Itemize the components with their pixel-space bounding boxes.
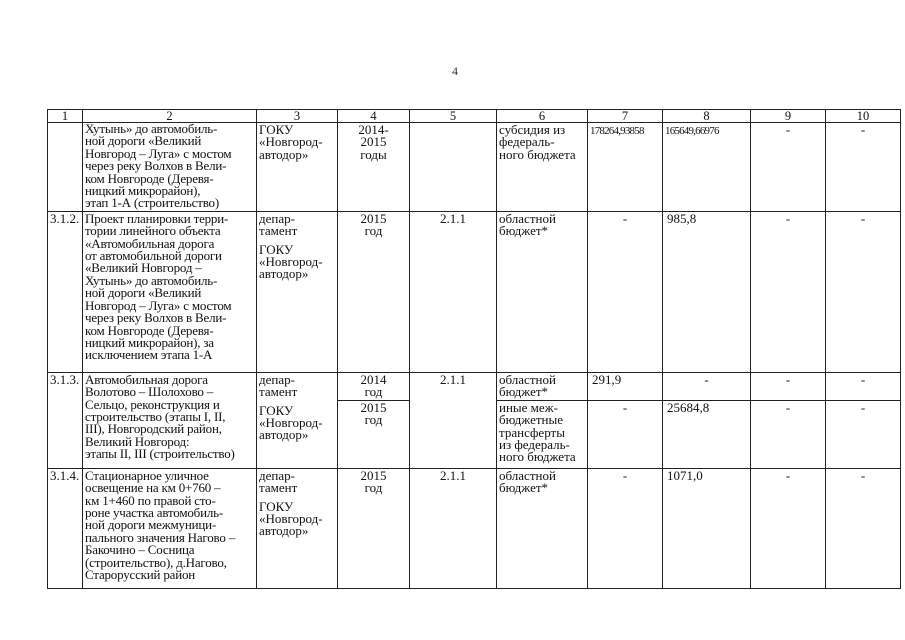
text-line: 2015 [360,134,387,150]
header-cell: 4 [338,110,410,123]
header-cell: 2 [83,110,257,123]
text-line: год [364,223,383,239]
text-line: автодор» [259,266,309,282]
text-line: трансферты [499,424,565,440]
text-line: от автомобильной дороги [85,248,222,264]
text-line: депар- [259,372,295,387]
text-line: пального значения Нагово – [85,529,236,545]
text-line: областной [499,372,556,387]
text-line: ком Новгороде (Деревя- [85,170,214,186]
period-cell [338,400,410,468]
period-cell [338,123,410,212]
value-cell-7: - [588,211,663,372]
text-line: депар- [259,211,295,226]
value-cell-10: - [826,211,901,372]
value-cell-7: - [588,468,663,588]
text-line: областной [499,211,556,226]
text-line: «Автомобильная дорога [85,235,215,251]
text-line: автодор» [259,523,309,539]
text-line: Хутынь» до автомобиль- [85,122,218,136]
text-line: областной [499,468,556,483]
object-name-cell [83,123,257,212]
row-number-cell [48,123,83,212]
text-line: «Новгород- [259,511,323,527]
text-line: (строительство), д.Нагово, [85,554,227,570]
text-line: ного бюджета [499,146,576,162]
text-line: бюджет* [499,223,549,239]
text-line: Волотово – Шолохово – [85,384,214,400]
text-line: 2015 [360,468,387,483]
text-line: Новгород – Луга» с мостом [85,145,232,161]
text-line: км 1+460 по правой сто- [85,492,216,508]
text-line: ного бюджета [499,449,576,465]
text-line: ГОКУ [259,122,294,137]
period-cell [338,468,410,588]
text-line: бюджет* [499,480,549,496]
value-cell-7: - [588,400,663,468]
source-cell [497,372,588,400]
text-line: автодор» [259,427,309,443]
text-line: 2014- [358,122,389,137]
text-line: освещение на км 0+760 – [85,480,221,496]
table-row [48,123,901,212]
text-line: из федераль- [499,437,570,453]
source-cell [497,123,588,212]
table-row [48,468,901,588]
header-cell: 9 [751,110,826,123]
executor-cell [257,468,338,588]
text-line: ком Новгороде (Деревя- [85,322,214,338]
text-line: субсидия из [499,122,566,137]
source-cell [497,211,588,372]
text-line: год [364,384,383,400]
value-cell-10: - [826,372,901,400]
text-line: «Новгород- [259,254,323,270]
text-line: «Великий Новгород – [85,260,202,276]
text-line: федераль- [499,134,555,150]
header-cell: 10 [826,110,901,123]
text-line: ной дороги «Великий [85,285,202,301]
source-cell [497,468,588,588]
executor-cell [257,123,338,212]
text-line: через реку Волхов в Вели- [85,158,227,174]
text-line: Бакочино – Сосница [85,542,195,558]
period-cell [338,211,410,372]
value-cell-9: - [751,211,826,372]
text-line: через реку Волхов в Вели- [85,310,227,326]
text-line: ницкий микрорайон), [85,183,201,199]
text-line: ной дороги «Великий [85,133,202,149]
row-number-cell: 3.1.3. [48,372,83,468]
text-line: Старорусский район [85,567,196,583]
text-line: 2015 [360,211,387,226]
row-number-cell: 3.1.2. [48,211,83,372]
table-row [48,372,901,400]
header-cell: 7 [588,110,663,123]
value-cell-9: - [751,123,826,212]
target-cell: 2.1.1 [410,211,497,372]
text-line: этапы II, III (строительство) [85,446,235,462]
table-row [48,211,901,372]
text-line: тамент [259,223,298,239]
value-text: 165649,66976 [665,125,719,137]
value-cell-8: 25684,8 [663,400,751,468]
text-line: ницкий микрорайон), за [85,334,214,350]
text-line: депар- [259,468,295,483]
value-cell-8: - [663,372,751,400]
text-line: Хутынь» до автомобиль- [85,272,218,288]
header-cell: 6 [497,110,588,123]
text-line: этап 1-А (строительство) [85,195,219,211]
object-name-cell [83,372,257,468]
text-line: ГОКУ [259,498,294,514]
value-cell-8: 985,8 [663,211,751,372]
text-line: год [364,480,383,496]
text-line: «Новгород- [259,134,323,150]
header-cell: 5 [410,110,497,123]
text-line: Новгород – Луга» с мостом [85,297,232,313]
text-line: бюджет* [499,384,549,400]
executor-cell [257,211,338,372]
text-line: годы [360,146,387,162]
text-line: год [364,412,383,428]
value-cell-9: - [751,400,826,468]
text-line: роне участка автомобиль- [85,505,223,521]
text-line: исключением этапа 1-А [85,347,213,363]
text-line: 2014 [360,372,387,387]
value-cell-9: - [751,372,826,400]
text-line: тамент [259,384,298,400]
period-cell [338,372,410,400]
text-line: ГОКУ [259,402,294,418]
value-cell-7: 291,9 [588,372,663,400]
text-line: Сельцо, реконструкция и [85,396,220,412]
text-line: автодор» [259,146,309,162]
text-line: ной дороги межмуници- [85,517,216,533]
value-text: 178264,93858 [590,125,644,137]
target-cell: 2.1.1 [410,468,497,588]
text-line: Стационарное уличное [85,468,209,483]
value-cell-10: - [826,400,901,468]
program-table [47,109,901,589]
value-cell-7 [588,123,663,212]
executor-cell [257,372,338,468]
value-cell-8 [663,123,751,212]
source-cell [497,400,588,468]
text-line: Великий Новгород: [85,433,190,449]
header-cell: 8 [663,110,751,123]
row-number-cell: 3.1.4. [48,468,83,588]
text-line: бюджетные [499,412,564,428]
header-cell: 1 [48,110,83,123]
text-line: тамент [259,480,298,496]
text-line: тории линейного объекта [85,223,221,239]
text-line: строительство (этапы I, II, [85,409,226,425]
target-cell [410,123,497,212]
page-number: 4 [452,64,458,78]
text-line: III), Новгородский район, [85,421,222,437]
object-name-cell [83,468,257,588]
value-cell-10: - [826,123,901,212]
text-line: иные меж- [499,400,558,415]
text-line: Автомобильная дорога [85,372,208,387]
text-line: ГОКУ [259,241,294,257]
value-cell-8: 1071,0 [663,468,751,588]
object-name-cell [83,211,257,372]
text-line: Проект планировки терри- [85,211,229,226]
value-cell-10: - [826,468,901,588]
target-cell: 2.1.1 [410,372,497,468]
text-line: «Новгород- [259,415,323,431]
value-cell-9: - [751,468,826,588]
header-cell: 3 [257,110,338,123]
header-row [48,110,901,123]
text-line: 2015 [360,400,387,415]
